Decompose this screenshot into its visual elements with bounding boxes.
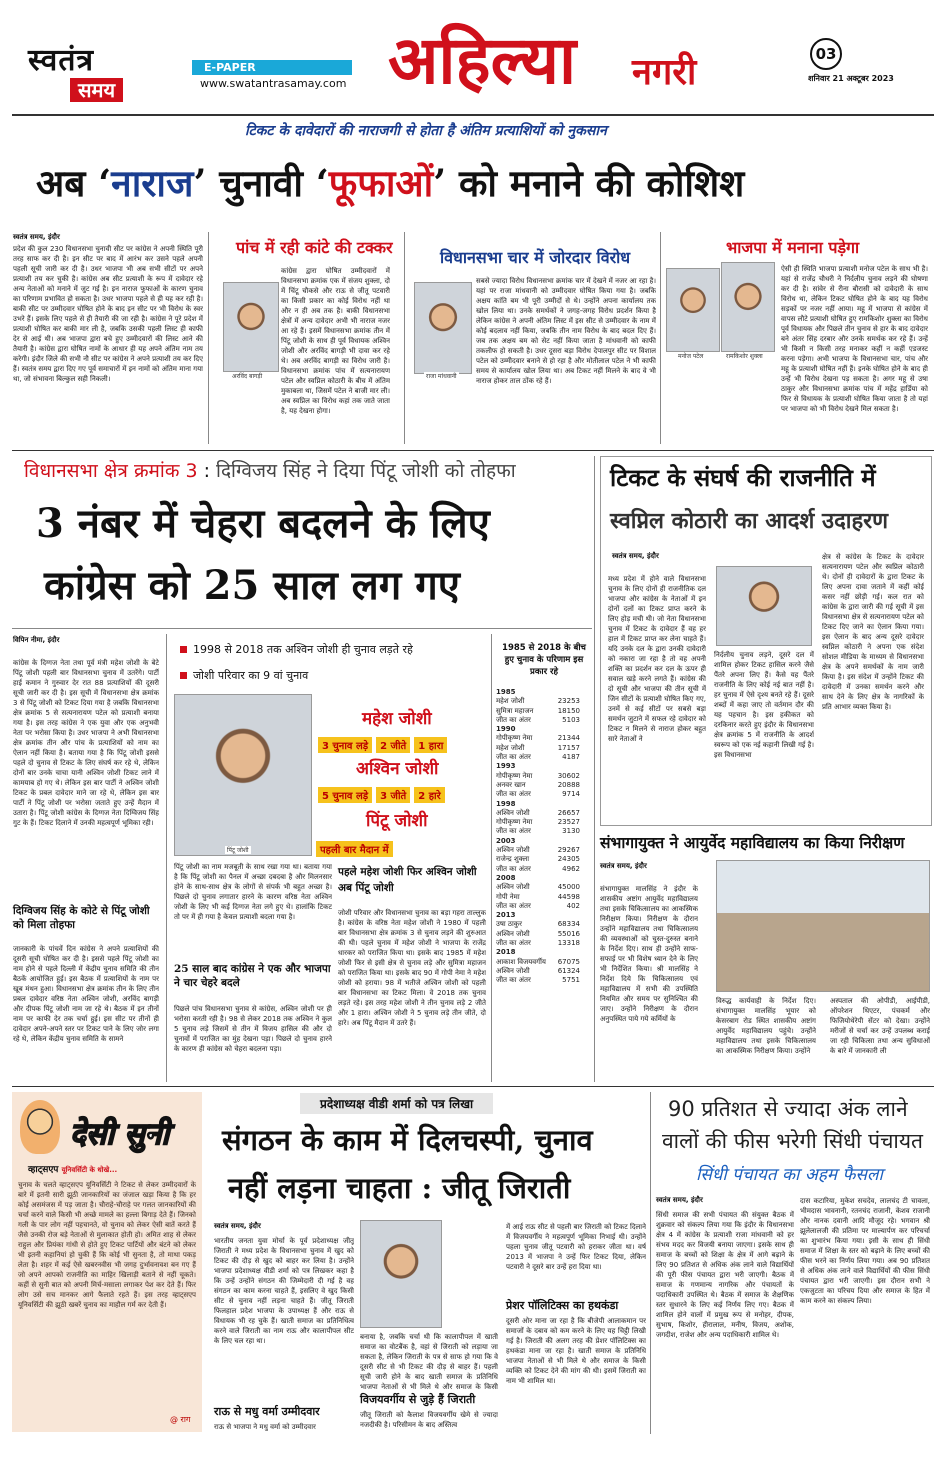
results-candidate: महेश जोशी <box>496 743 525 752</box>
pintu-photo-caption: पिंटू जोशी <box>227 847 249 854</box>
results-votes: 44598 <box>557 892 580 901</box>
story4-photo <box>716 860 930 992</box>
masthead <box>0 0 945 112</box>
results-row <box>496 716 580 725</box>
col-rule <box>208 232 209 444</box>
results-title: 1985 से 2018 के बीच हुए चुनाव के परिणाम इस प्रकार रहे <box>502 643 586 677</box>
results-year: 1993 <box>496 762 516 771</box>
results-votes: 18150 <box>557 706 580 715</box>
box3-caption-a: मनोज पटेल <box>678 353 704 360</box>
results-votes: 17157 <box>557 743 580 752</box>
section-rule <box>12 450 934 451</box>
results-row <box>496 744 580 753</box>
results-votes: 30602 <box>557 771 580 780</box>
results-row <box>496 976 580 985</box>
results-row <box>496 939 580 948</box>
results-year: 2003 <box>496 836 516 845</box>
mahesh-name: महेश जोशी <box>362 709 432 729</box>
results-row <box>496 920 580 929</box>
results-candidate: सुमित्रा महाजन <box>496 706 534 715</box>
results-row <box>496 967 580 976</box>
box1-body: कांग्रेस द्वारा घोषित उम्मीदवारों में विधानसभा क्रमांक एक में संजय शुक्ला, दो में चिंटू चौकसे और राऊ से जीतू पटवारी का किसी प्रकार का कोई विरोध नहीं था और न ही अब तक है। बाकी विधानसभा क्षेत्रों में अन्य दावेदार अभी भी नाराज नजर आ रहे हैं। इसमें विधानसभा क्रमांक तीन में पिंटू जोशी के साथ ही पूर्व विधायक अश्विन जोशी और अरविंद बागड़ी भी दावा कर रहे थे। अब अरविंद बागड़ी का विरोध जारी है। विधानसभा क्रमांक पांच में सत्यनारायण पटेल और स्वप्निल कोठारी के बीच में अंतिम मुकाबला था, जिसमें पटेल ने बाजी मार ली। अब स्वप्निल का विरोध कहां तक जाते जाता है, यह देखना होगा। <box>281 267 390 415</box>
results-row <box>496 790 580 799</box>
results-candidate: गोपीकृष्ण नेमा <box>496 734 533 743</box>
results-row <box>496 781 580 790</box>
story4-body-a: संभागायुक्त मालसिंह ने इंदौर के शासकीय अष्टांग आयुर्वेद महाविद्यालय तथा इसके चिकित्सालय का आकस्मिक निरीक्षण किया। निरीक्षण के दौरान उन्होंने महाविद्यालय तथा चिकित्सालय की व्यवस्थाओं को चुस्त-दुरुस्त बनाने के निर्देश दिए। साथ ही उन्होंने साफ-सफाई पर भी विशेष ध्यान देने के लिए भी निर्देशित किया। श्री मालसिंह ने निर्देश दिये कि चिकित्सालय एवं महाविद्यालय में सभी की उपस्थिति नियमित और समय पर सुनिश्चित की जाए। उन्होंने निरीक्षण के दौरान अनुपस्थित पाये गये कर्मियों के <box>600 885 698 1023</box>
col-rule <box>491 634 492 1082</box>
story3-body-b: निर्दलीय चुनाव लड़ने, दूसरे दल में शामिल होकर टिकट हासिल करने जैसे पैंतरे अपना लिए हैं। कैसे यह पैंतरे राजनीति के लिए कोई नई बात नहीं है। हर चुनाव में ऐसे दृश्य बनते रहे हैं। दूसरे शब्दों में कहा जाए तो वर्तमान दौर की यह पहचान है। इस हकीकत को दरकिनार करते हुए इंदौर के विधानसभा क्षेत्र क्रमांक 5 में राजनीति के आदर्श स्वरूप को एक नई कहानी लिखी गई है। इस विधानसभा <box>714 651 814 759</box>
results-votes: 5751 <box>562 976 580 985</box>
results-candidate: गोपीकृष्ण नेमा <box>496 818 533 827</box>
pintu-stats: पहली बार मैदान में <box>316 838 397 857</box>
results-row <box>496 930 580 939</box>
results-votes: 20888 <box>557 780 580 789</box>
results-votes: 23253 <box>557 697 580 706</box>
results-votes: 67075 <box>557 957 580 966</box>
pintu-photo <box>174 694 312 856</box>
story3-headline-2: स्वप्निल कोठारी का आदर्श उदाहरण <box>610 508 889 534</box>
col-rule <box>660 232 661 444</box>
issue-date: शनिवार 21 अक्टूबर 2023 <box>808 74 894 83</box>
story4-body-c: अस्पताल की ओपीडी, आईपीडी, ऑपरेशन थिएटर, पंचकर्म और फिजियोथेरेपी सेंटर को देखा। उन्होंने मरीजों से चर्चा कर उन्हें उपलब्ध कराई जा रही चिकित्सा तथा अन्य सुविधाओं के बारे में जानकारी ली <box>830 997 930 1055</box>
box1-title: पांच में रही कांटे की टक्कर <box>236 238 393 257</box>
story5-body-b-full: बनाया है, जबकि चर्चा थी कि कालापीपल में खाती समाज का वोटबैंक है, वहां से जिराती को लड़ाया जा सकता है, लेकिन जिराती के पत्र से साफ हो गया कि वे दूसरी सीट से भी टिकट की दौड़ से बाहर हैं। पहली सूची जारी होने के बाद खाती समाज के प्रतिनिधि भाजपा नेताओं से भी मिले थे और समाज के किसी <box>360 1333 498 1390</box>
story2-banner-2: जोशी परिवार का 9 वां चुनाव <box>180 668 308 683</box>
results-row <box>496 893 580 902</box>
story6-headline-2: वालों की फीस भरेगी सिंधी पंचायत <box>662 1129 924 1153</box>
results-candidate: जीत का अंतर <box>496 790 531 799</box>
box2-caption: राजा मांधवानी <box>426 373 457 380</box>
results-candidate: जीत का अंतर <box>496 827 531 836</box>
story2-headline-1: 3 नंबर में चेहरा बदलने के लिए <box>36 500 490 547</box>
results-row <box>496 809 580 818</box>
box2-photo <box>414 282 472 374</box>
story5-headline-2: नहीं लड़ना चाहता : जीतू जिराती <box>228 1171 571 1205</box>
story2-body-b: जानकारी के पांचवें दिन कांग्रेस ने अपने प्रत्याशियों की दूसरी सूची घोषित कर दी है। इससे पहले पिंटू जोशी का नाम होने से पहले दिल्ली में केंद्रीय चुनाव समिति की तीन बैठकें आयोजित हुई। इस बैठक में प्रत्याशियों के नाम पर खूब मंथन हुआ। विधानसभा क्षेत्र क्रमांक तीन के लिए तीन प्रबल दावेदार वरिष्ठ नेता अश्विन जोशी, अरविंद बागड़ी और दीपक पिंटू जोशी नाम जा रहे थे। बैठक में इन तीनों नाम पर काफी देर तक चर्चा हुई। इस सीट पर तीनों ही दावेदार अपने-अपने स्तर पर टिकट पाने के लिए जोर लगा रहे थे, लेकिन केंद्रीय चुनाव समिति के सामने <box>13 945 159 1043</box>
results-votes: 45000 <box>557 883 580 892</box>
paper-title: अहिल्या <box>388 21 577 99</box>
results-row <box>496 958 580 967</box>
story3-body-c: क्षेत्र से कांग्रेस के टिकट के दावेदार सत्यनारायण पटेल और स्वप्निल कोठारी थे। दोनों ही दावेदारों के द्वारा टिकट के लिए अपना दावा जताने में कहीं कोई कसर नहीं छोड़ी गई। कल रात को कांग्रेस के द्वारा जारी की गई सूची में इस विधानसभा क्षेत्र से सत्यनारायण पटेल को टिकट दिए जाने का ऐलान किया गया। इस ऐलान के बाद अन्य दूसरे दावेदार स्वप्निल कोठारी ने अपना एक संदेश सोशल मीडिया के माध्यम से विधानसभा क्षेत्र के अपने समर्थकों के नाम जारी किया है। इस संदेश में उन्होंने टिकट की दावेदारी में उनका समर्थन करने और साथ देने के लिए क्षेत्र के नागरिकों के प्रति आभार व्यक्त किया है। <box>822 553 924 711</box>
results-row <box>496 697 580 706</box>
results-candidate: उषा ठाकुर <box>496 920 523 929</box>
results-votes: 23527 <box>557 818 580 827</box>
results-year: 1998 <box>496 799 516 808</box>
story2-body-d: पिछले पांच विधानसभा चुनाव से कांग्रेस, अश्विन जोशी पर ही भरोसा करती रही है। 98 से लेकर 2018 तक अश्विन ने कुल 5 चुनाव लड़े जिसमें से तीन में विजय हासिल की और दो चुनावों में पराजित का मुंह देखना पड़ा। पिछले दो चुनाव हारने के कारण ही कांग्रेस को चेहरा बदलना पड़ा। <box>174 1005 332 1053</box>
results-candidate: अश्विन जोशी <box>496 883 530 892</box>
story2-body-c: पिंटू जोशी का नाम मजबूती के साथ रखा गया था। बताया गया है कि पिंटू जोशी का पैनल में अच्छा दबदबा है और मिलनसार होने के साथ-साथ क्षेत्र के लोगों से संपर्क भी बहुत अच्छा है। पिछले दो चुनाव लगातार हारने के कारण वरिष्ठ नेता अश्विन जोशी के लिए भी कई दिग्गज नेता लगे हुए थे। हालांकि टिकट तो पर में ही गया है केवल प्रत्याशी बदला गया है। <box>174 863 332 921</box>
results-row <box>496 753 580 762</box>
results-votes: 61324 <box>557 966 580 975</box>
box3-body: ऐसी ही स्थिति भाजपा प्रत्याशी मनोज पटेल के साथ भी है। यहां से राजेंद्र चौधरी ने निर्दलीय चुनाव लड़ने की घोषणा कर दी है। सांवेर से रीना बौरासी को दावेदारी के साथ विरोध था, लेकिन टिकट घोषित होने के बाद यह विरोध सड़कों पर नजर नहीं आया। महू में भाजपा से कांग्रेस में वापस लौटे प्रत्याशी घोषित हुए रामकिशोर शुक्ला का विरोध पूर्व विधायक और पिछले तीन चुनाव से हार के बाद दावेदार बने अंतर सिंह दरबार और उनके समर्थक कर रहे हैं। उन्हें भी किसी न किसी तरह मनाकर कहीं न कहीं एडजस्ट करना पड़ेगा। अभी भाजपा के विधानसभा चार, पांच और महू के प्रत्याशी घोषित नहीं हैं। इनके घोषित होने के बाद ही उन्हें भी विरोध देखना पड़ सकता है। अगर महू से उषा ठाकुर और विधानसभा क्रमांक पांच में महेंद्र हार्डिया को फिर से विधायक के प्रत्याशी घोषित किया जाता है तो यहां पर भाजपा को भी विरोध देखने मिल सकता है। <box>781 265 928 413</box>
story2-sub-b: 25 साल बाद कांग्रेस ने एक और भाजपा ने चार चेहरे बदले <box>174 963 331 989</box>
story4-body-b: विरुद्ध कार्यवाही के निर्देश दिए। संभागायुक्त मालसिंह भूयार को केसरबाग रोड स्थित शासकीय अष्टांग आयुर्वेद महाविद्यालय पहुंचे। उन्होंने महाविद्यालय तथा इसके चिकित्सालय का आकस्मिक निरीक्षण किया। उन्होंने <box>716 997 816 1055</box>
results-candidate: जीत का अंतर <box>496 715 531 724</box>
story2-headline-2: कांग्रेस को 25 साल लग गए <box>44 562 460 609</box>
story5-body-a2: राऊ से भाजपा ने मधु वर्मा को उम्मीदवार <box>214 1423 316 1431</box>
results-candidate: जीत का अंतर <box>496 864 531 873</box>
story6-kicker: सिंधी पंचायत का अहम फैसला <box>696 1165 883 1185</box>
results-candidate: अश्विन जोशी <box>496 846 530 855</box>
story2-body-a: कांग्रेस के दिग्गज नेता तथा पूर्व मंत्री महेश जोशी के बेटे पिंटू जोशी पहली बार विधानसभा चुनाव में उतरेंगे। पार्टी हाई कमान ने गुरुवार देर रात 88 प्रत्याशियों की दूसरी सूची जारी कर दी है। इस सूची में विधानसभा क्षेत्र क्रमांक 3 से पिंटू जोशी को टिकट दिया गया है जबकि विधानसभा क्षेत्र क्रमांक 5 से सत्यनारायण पटेल को प्रत्याशी बनाया गया है। इस तरह कांग्रेस ने एक युवा और एक अनुभवी नेता पर भरोसा किया है। उधर भाजपा ने अभी विधानसभा क्षेत्र क्रमांक तीन और पांच के प्रत्याशियों को नाम का ऐलान नहीं किया है। बताया गया है कि पिंटू जोशी इससे पहले दो चुनाव से टिकट के लिए संघर्ष कर रहे थे, लेकिन दोनों बार उनके चाचा यानी अश्विन जोशी टिकट लाने में कामयाब हो गए थे। लेकिन इस बार पार्टी ने अश्विन जोशी टिकट के प्रबल दावेदार माने जा रहे थे, लेकिन इस बार पार्टी ने पिंटू जोशी पर भरोसा जताते हुए उन्हें मैदान में उतारा है। पिंटू जोशी कांग्रेस के दिग्गज नेता दिग्विजय सिंह गुट के हैं। टिकट दिलाने में उनकी महत्वपूर्ण भूमिका रही। <box>13 659 159 827</box>
results-candidate: आकाश विजयवर्गीय <box>496 957 546 966</box>
lead-headline: अब ‘नाराज’ चुनावी ‘फूफाओं’ को मनाने की कोशिश <box>36 161 745 205</box>
story4-headline: संभागायुक्त ने आयुर्वेद महाविद्यालय का किया निरीक्षण <box>600 833 905 852</box>
results-year: 1990 <box>496 725 516 734</box>
swapnil-photo <box>716 566 812 646</box>
results-votes: 402 <box>566 901 580 910</box>
desi-head: व्हाट्सएप यूनिवर्सिटी के धोखे... <box>28 1165 118 1175</box>
results-year: 2018 <box>496 948 516 957</box>
results-candidate: राजेन्द्र शुक्ला <box>496 855 530 864</box>
results-table <box>496 688 580 986</box>
results-candidate: अश्विन जोशी <box>496 808 530 817</box>
results-votes: 4187 <box>562 753 580 762</box>
col-rule <box>404 232 405 444</box>
results-row <box>496 734 580 743</box>
results-year: 2013 <box>496 911 516 920</box>
box2-title: विधानसभा चार में जोरदार विरोध <box>440 248 631 267</box>
results-row <box>496 855 580 864</box>
lead-body: प्रदेश की कुल 230 विधानसभा चुनावी सीट पर कांग्रेस ने अपनी स्थिति पूरी तरह साफ कर दी है। इन सीट पर बाद में आरंभ कर उसने पहले अपनी पहली सूची जारी कर दी है। उधर भाजपा भी अब सभी सीटों पर अपने प्रत्याशी तय कर चुकी है। कांग्रेस अब सीट प्रत्याशी के रूप में दावेदार रहे अन्य नेताओं को मनाने में जुट गई है। इन नाराज फूफाओं के कारण चुनाव का परिणाम प्रभावित हो सकता है। उधर भाजपा पहले से ही यह कर रही है। बाकी सीट पर उम्मीदवार घोषित होने के बाद इन सीट पर भी विरोध के स्वर उभरे हैं। इसके लिए पहले से ही तैयारी की जा रही है। कांग्रेस ने पूरे प्रदेश में प्रत्याशी घोषित कर बाकी मार ली है, जबकि उसकी पहली लिस्ट ही काफी देर से आई थी। अब भाजपा द्वारा बचे हुए उम्मीदवारों की लिस्ट आने की तैयारी है। कांग्रेस द्वारा घोषित नामों के आधार ही यह अपने अंतिम नाम तय करेगी। इंदौर जिले की सभी नौ सीट पर कांग्रेस ने अपने प्रत्याशी तय कर दिए हैं। स्वतंत्र समय द्वारा दिए गए पूर्व समाचारों में इन नामों को अंतिम माना गया था, जो संभावना बिल्कुल सही निकली। <box>13 245 203 383</box>
story6-byline: स्वतंत्र समय, इंदौर <box>656 1196 703 1204</box>
story2-body-e: जोशी परिवार और विधानसभा चुनाव का बड़ा गहरा ताल्लुक है। कांग्रेस के वरिष्ठ नेता महेश जोशी ने 1980 में पहली बार विधानसभा क्षेत्र क्रमांक 3 से चुनाव लड़ने की शुरुआत की थी। पहले चुनाव में महेश जोशी ने भाजपा के राजेंद्र धारकर को पराजित किया था। इसके बाद 1985 में महेश जोशी फिर से इसी क्षेत्र से चुनाव लड़े और सुमित्रा महाजन को पराजित किया था। इसके बाद 90 में गोपी नेमा ने महेश जोशी को हराया। 98 में भतीजे अश्विन जोशी को पहली बार विधानसभा का टिकट मिला। वे 2018 तक चुनाव लड़ते रहे। इस तरह महेश जोशी ने तीन चुनाव लड़े 2 जीते और 1 हारा। अश्विन जोशी ने 5 चुनाव लड़े तीन जीते, दो हारे। अब पिंटू मैदान में उतरे हैं। <box>338 909 486 1027</box>
story5-body-c: में आई राऊ सीट से पहली बार जिराती को टिकट दिलाने में विजयवर्गीय ने महत्वपूर्ण भूमिका निभाई थी। उन्होंने पहला चुनाव जीतू पटवारी को हराकर जीता था। वर्ष 2013 में भाजपा ने उन्हें फिर टिकट दिया, लेकिन पटवारी ने दूसरे बार उन्हें हरा दिया था। <box>506 1223 646 1271</box>
results-votes: 68334 <box>557 920 580 929</box>
results-votes: 26657 <box>557 808 580 817</box>
results-votes: 21344 <box>557 734 580 743</box>
results-row <box>496 883 580 892</box>
story2-byline: विपिन नीमा, इंदौर <box>13 636 60 644</box>
results-row <box>496 902 580 911</box>
logo-bottom: समय <box>70 78 123 102</box>
results-votes: 9714 <box>562 790 580 799</box>
results-votes: 5103 <box>562 715 580 724</box>
story5-sub-a: राऊ से मधु वर्मा उम्मीदवार <box>214 1405 320 1418</box>
results-candidate: महेश जोशी <box>496 697 525 706</box>
box3-title: भाजपा में मनाना पड़ेगा <box>726 238 860 257</box>
story3-body-a: मध्य प्रदेश में होने वाले विधानसभा चुनाव के लिए दोनों ही राजनीतिक दल भाजपा और कांग्रेस के नेताओं में इन दोनों दलों का टिकट प्राप्त करने के लिए होड़ मची थी। जो नेता विधानसभा चुनाव में टिकट के दावेदार हैं वह हर हाल में टिकट प्राप्त कर लेना चाहते हैं। यदि उनके दल के द्वारा उनकी दावेदारी को नकारा जा रहा है तो वह अपनी शक्ति का प्रदर्शन कर दल के ऊपर ही सवाल खड़े करने लगते हैं। कांग्रेस की दो सूची और भाजपा की तीन सूची में जिन सीटों के प्रत्याशी घोषित किए गए, उनमें से कई सीटों पर सबसे बड़ा समर्थन जुटाने में सफल रहे दावेदार को टिकट न मिलने से नाराज होकर बहुत सारे नेताओं ने <box>608 575 706 743</box>
results-row <box>496 827 580 836</box>
results-candidate: जीत का अंतर <box>496 753 531 762</box>
story3-byline: स्वतंत्र समय, इंदौर <box>612 552 659 560</box>
box2-body: सबसे ज्यादा विरोध विधानसभा क्रमांक चार में देखने में नजर आ रहा है। यहां पर राजा मांधवानी को उम्मीदवार घोषित किया गया है। जबकि अक्षय कांति बम भी पूरी उम्मीदों से थे। उन्होंने अपना कार्यालय तक खोल लिया था। उनके समर्थकों ने जगह-जगह विरोध प्रदर्शन किया है लेकिन कांग्रेस ने अपनी अंतिम लिस्ट में इस सीट से उम्मीदवार के नाम में कोई बदलाव नहीं किया, जबकि तीन नाम विरोध के बाद बदल दिए हैं। जब तक अक्षय बम को सेट नहीं किया जाता है मांधवानी को काफी तकलीफ हो सकती है। उधर दूसरा बड़ा विरोध देपालपुर सीट पर विशाल पटेल को उम्मीदवार बनाने से हो रहा है और मोतीलाल पटेल ने भी काफी समय से कार्यालय खोल लिया था। अब टिकट नहीं मिलने के बाद वे भी नाराज होकर ताल ठोंक रहे हैं। <box>476 277 656 385</box>
section-rule <box>12 628 592 629</box>
story6-headline-1: 90 प्रतिशत से ज्यादा अंक लाने <box>668 1097 908 1121</box>
results-votes: 29267 <box>557 846 580 855</box>
epaper-badge: E-PAPER <box>192 60 352 75</box>
results-row <box>496 707 580 716</box>
results-votes: 13318 <box>557 939 580 948</box>
mahesh-stats: 3 चुनाव लड़े 2 जीते 1 हारा <box>318 734 451 753</box>
results-candidate: गोपी नेमा <box>496 892 520 901</box>
results-candidate: जीत का अंतर <box>496 901 531 910</box>
results-votes: 4962 <box>562 864 580 873</box>
pintu-name: पिंटू जोशी <box>366 811 428 831</box>
col-rule <box>650 1092 651 1434</box>
story4-byline: स्वतंत्र समय, इंदौर <box>600 862 647 870</box>
box3-caption-b: रामकिशोर शुक्ला <box>726 353 763 360</box>
results-votes: 55016 <box>557 929 580 938</box>
desi-title: देसी सुनी <box>70 1117 170 1152</box>
logo-top: स्वतंत्र <box>28 43 95 78</box>
website-link[interactable]: www.swatantrasamay.com <box>200 77 347 90</box>
results-row <box>496 865 580 874</box>
story6-body-a: सिंधी समाज की सभी पंचायत की संयुक्त बैठक में शुक्रवार को संकल्प लिया गया कि इंदौर के विधानसभा क्षेत्र 4 में कांग्रेस के प्रत्याशी राजा मांधवानी को हर संभव मदद कर विजयी बनाया जाएगा। इसके साथ ही समाज के बच्चों को शिक्षा के क्षेत्र में आगे बढ़ाने के लिए 90 प्रतिशत से अधिक अंक लाने वाले विद्यार्थियों की पूरी फीस पंचायत द्वारा भरी जाएगी। बैठक में समाज के गणमान्य नागरिक और पंचायतों के पदाधिकारी उपस्थित थे। बैठक में समाज के शैक्षणिक स्तर सुधारने के लिए कई निर्णय लिए गए। बैठक में शामिल होने वालों में प्रमुख रूप से मनोहर, दीपक, सुभाष, किशोर, हीरालाल, मनीष, विजय, अशोक, जगदीश, राजेश और अन्य पदाधिकारी शामिल थे। <box>656 1211 794 1339</box>
results-candidate: अश्विन जोशी <box>496 966 530 975</box>
results-row <box>496 772 580 781</box>
results-candidate: अनवर खान <box>496 780 526 789</box>
results-votes: 24305 <box>557 855 580 864</box>
story3-headline-1: टिकट के संघर्ष की राजनीति में <box>610 463 876 492</box>
results-row <box>496 846 580 855</box>
results-candidate: जीत का अंतर <box>496 939 531 948</box>
story5-kicker: प्रदेशाध्यक्ष वीडी शर्मा को पत्र लिखा <box>300 1093 493 1114</box>
results-year: 2008 <box>496 873 516 882</box>
page-number: 03 <box>810 38 842 70</box>
desi-signoff: @ राग <box>170 1415 191 1424</box>
masthead-rule <box>12 114 934 116</box>
desi-body: चुनाव के चलते व्हाट्सएप यूनिवर्सिटी ने टिकट से लेकर उम्मीदवारों के बारे में इतनी सारी झूठी जानकारियों का जंजाल खड़ा किया है कि हर कोई असमंजस में पड़ जाता है। चौराहे-चौराहे पर गलत जानकारियों की चर्चा करने वाले किसी भी अच्छे मामले का हल्ला बिगाड़ देते हैं। जिनको गली के पार लोग नहीं पहचानते, वो चुनाव को लेकर ऐसी बातें करते हैं जैसे उनकी रोज बड़े नेताओं से मुलाकात होती हो। अमित शाह से लेकर राहुल और प्रियंका गांधी से होते हुए टिकट पार्टियों और बंटने को लेकर भी इतनी कहानियां हो चुकी हैं कि कोई भी सुनता है, तो माथा पकड़ लेता है। शहर में कई ऐसे खबरनवीस भी जगह दुर्भावनावश बन गए हैं जो अपने आपको राजनीति का माहिर खिलाड़ी बताने से नहीं चूकते। कहीं से सुनी बात को अपनी मिर्च-मसाला लगाकर पेश कर देते हैं। फिर लोग उसे सच मानकर आगे फैलाते रहते हैं। इस तरह व्हाट्सएप यूनिवर्सिटी की झूठी खबरें चुनाव का माहौल गर्म कर देती हैं। <box>18 1181 196 1309</box>
story5-body-b2: जीतू जिराती को कैलाश विजयवर्गीय खेमे से ज्यादा नजदीकी है। परिसीमन के बाद अस्तित्व <box>360 1411 498 1429</box>
results-candidate: जीत का अंतर <box>496 976 531 985</box>
story2-sub-c: पहले महेश जोशी फिर अश्विन जोशी अब पिंटू जोशी <box>338 866 477 894</box>
story5-body-a: भारतीय जनता युवा मोर्चा के पूर्व प्रदेशाध्यक्ष जीतू जिराती ने मध्य प्रदेश के विधानसभा चुनाव में खुद को टिकट की दौड़ से खुद को बाहर कर लिया है। उन्होंने भाजपा प्रदेशाध्यक्ष वीडी शर्मा को पत्र लिखकर कहा है कि उन्हें उन्होंने संगठन की जिम्मेदारी दी गई है वह संगठन का काम करना चाहते हैं, इसलिए वे खुद किसी सीट से चुनाव नहीं लड़ना चाहते हैं। जीतू जिराती फिलहाल प्रदेश भाजपा के उपाध्यक्ष हैं और राऊ से विधायक भी रह चुके हैं। खाती समाज का प्रतिनिधित्व करने वाले जिराती का नाम राऊ और कालापीपल सीट के लिए चल रहा था। <box>214 1237 354 1345</box>
results-year: 1985 <box>496 688 516 696</box>
col-rule <box>594 456 595 1082</box>
jiraati-photo <box>360 1220 442 1328</box>
story5-sub-c: प्रेशर पॉलिटिक्स का हथकंडा <box>506 1299 619 1312</box>
story5-byline: स्वतंत्र समय, इंदौर <box>214 1222 261 1230</box>
lead-kicker: टिकट के दावेदारों की नाराजगी से होता है अंतिम प्रत्याशियों को नुकसान <box>245 123 607 139</box>
results-candidate: अश्विन जोशी <box>496 929 530 938</box>
story5-headline-1: संगठन के काम में दिलचस्पी, चुनाव <box>222 1123 593 1157</box>
story2-kicker: विधानसभा क्षेत्र क्रमांक 3 : दिग्विजय सिंह ने दिया पिंटू जोशी को तोहफा <box>24 460 516 482</box>
story2-banner-1: 1998 से 2018 तक अश्विन जोशी ही चुनाव लड़ते रहे <box>180 642 413 657</box>
section-rule <box>12 1086 934 1087</box>
story6-body-b: दास कटारिया, मुकेश सचदेव, लालचंद टी चावला, भीमदास भावनानी, रतनचंद राजानी, केशव राजानी और नानक दवानी आदि मौजूद रहे। भगवान श्री झूलेलालजी की प्रतिमा पर माल्यार्पण कर परिचर्चा का शुभारंभ किया गया। इसी के साथ ही सिंधी समाज में शिक्षा के स्तर को बढ़ाने के लिए बच्चों की फीस भरने का निर्णय लिया गया। अब 90 प्रतिशत से अधिक अंक लाने वाले विद्यार्थियों की फीस सिंधी पंचायत द्वारा भरी जाएगी। इस दौरान सभी ने एकजुटता का परिचय दिया और समाज के हित में काम करने का संकल्प लिया। <box>800 1197 930 1305</box>
ashwin-stats: 5 चुनाव लड़े 3 जीते 2 हारे <box>318 784 449 803</box>
desi-mascot <box>20 1100 60 1154</box>
col-rule <box>166 634 167 1082</box>
box1-caption: अरविंद बागड़ी <box>232 373 263 380</box>
results-candidate: गोपीकृष्ण नेमा <box>496 771 533 780</box>
ashwin-name: अश्विन जोशी <box>356 759 439 779</box>
lead-byline: स्वतंत्र समय, इंदौर <box>13 233 60 241</box>
story2-sub-a: दिग्विजय सिंह के कोटे से पिंटू जोशी को मिला तोहफा <box>13 905 150 931</box>
story5-body-c2: दूसरी ओर माना जा रहा है कि बीजेपी आलाकमान पर समाजों के दबाव को कम करने के लिए यह चिट्ठी लिखी गई है। जिराती की अलग तरह की प्रेशर पॉलिटिक्स का हथकंडा माना जा रहा है। खाती समाज के प्रतिनिधि भाजपा नेताओं से भी मिले थे और समाज के किसी व्यक्ति को टिकट देने की मांग की थी। इसमें जिराती का नाम भी शामिल था। <box>506 1317 646 1385</box>
results-votes: 3130 <box>562 827 580 836</box>
story5-sub-b: विजयवर्गीय से जुड़े हैं जिराती <box>360 1393 476 1406</box>
paper-subtitle: नगरी <box>632 51 697 93</box>
